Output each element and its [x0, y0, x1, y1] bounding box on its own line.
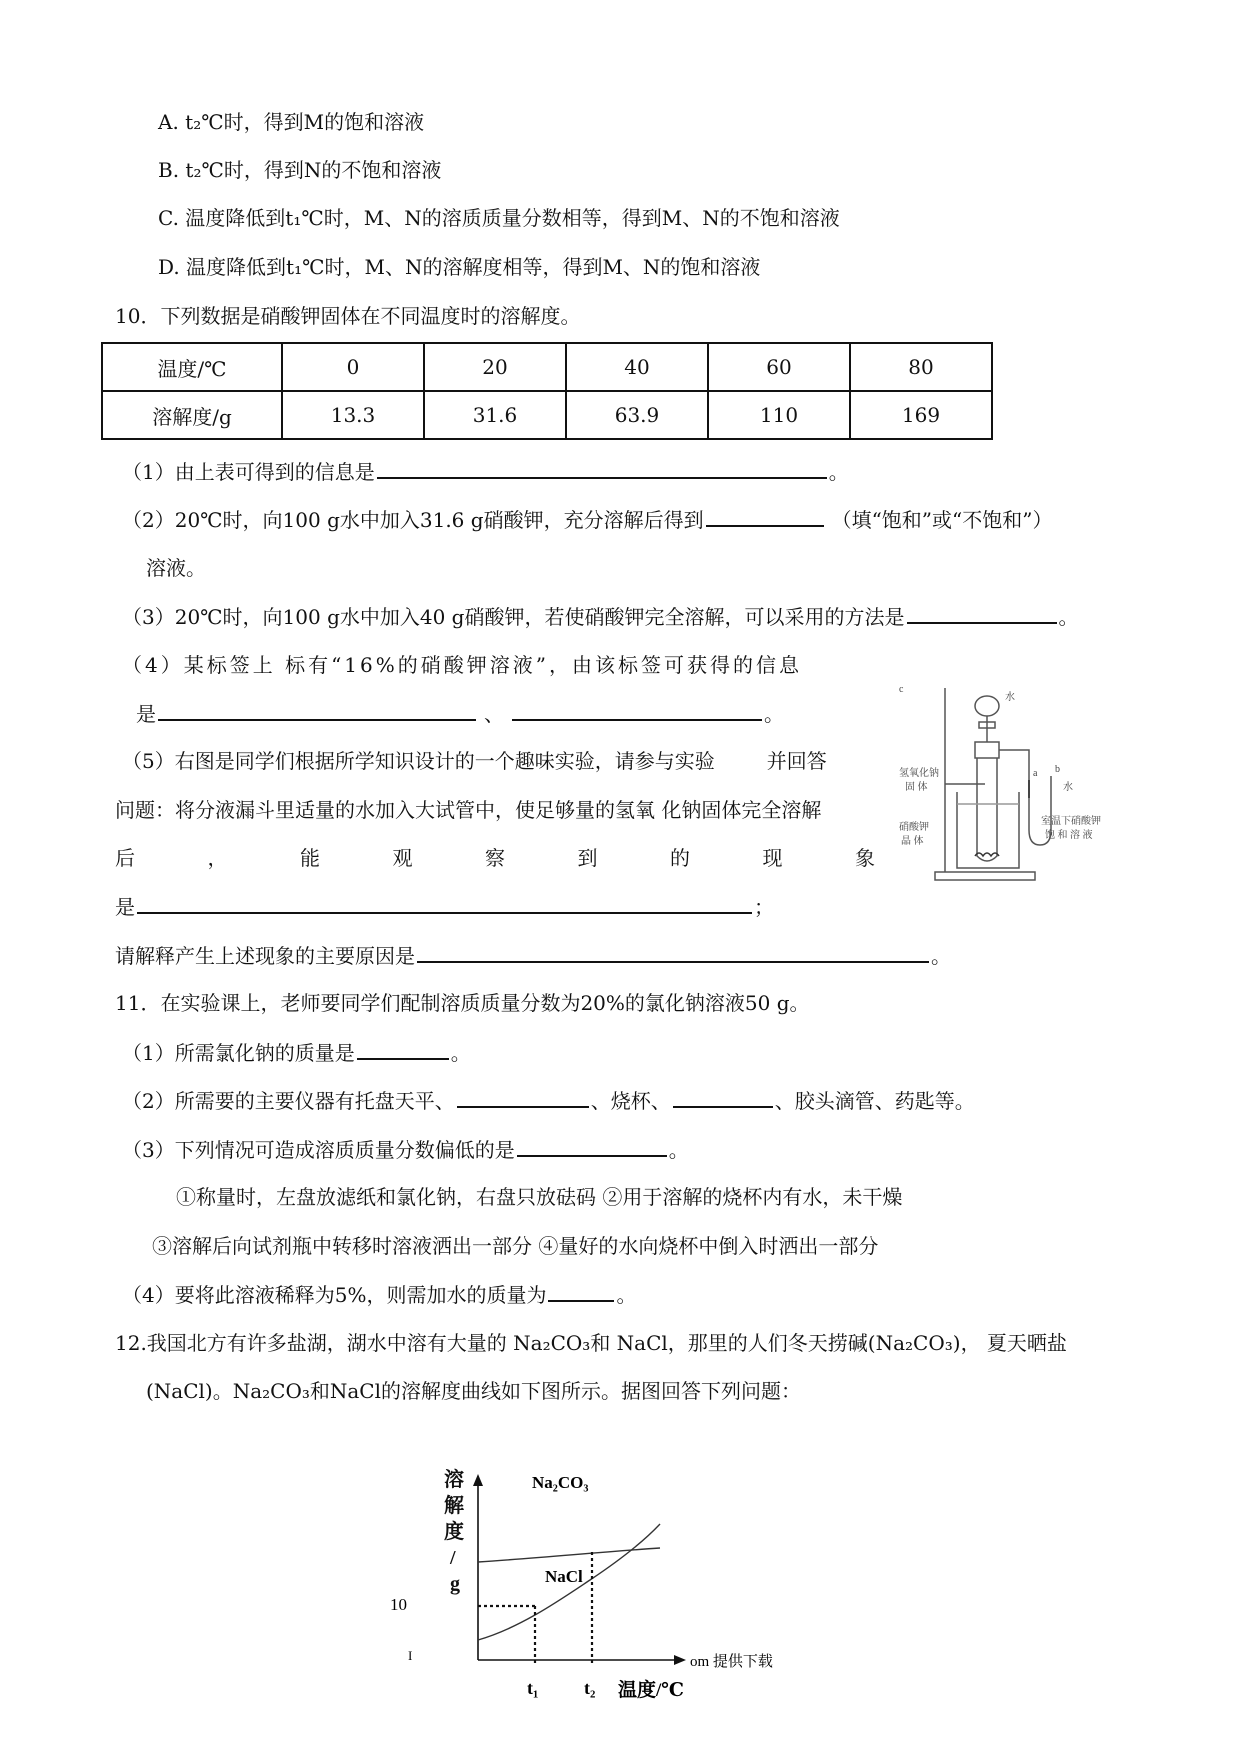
q11-part4	[122, 1280, 636, 1309]
q10-part2-line2: 溶液。	[146, 556, 206, 580]
q10-part4-start: 是	[136, 702, 156, 726]
q10-part5-reason-end: 。	[931, 944, 951, 968]
q10-part5-text-b: 并回答	[766, 749, 827, 773]
na2co3-label: Na₂CO₃	[532, 1473, 589, 1492]
q11-part4-text: （4）要将此溶液稀释为5%，则需加水的质量为	[122, 1283, 547, 1307]
q10-stem: 10．下列数据是硝酸钾固体在不同温度时的溶解度。	[115, 304, 581, 328]
solubility-table	[101, 342, 993, 440]
q10-part5-end: ；	[754, 895, 774, 919]
q10-part3	[122, 602, 1079, 631]
stand-base	[935, 872, 1035, 880]
q12-line1: 12.我国北方有许多盐湖，湖水中溶有大量的 Na₂CO₃和 NaCl，那里的人们冬天捞碱(Na₂CO₃)， 夏天晒盐	[115, 1331, 1067, 1355]
y-tick-10-visible: 10	[390, 1595, 407, 1614]
q10-part5-start: 是	[115, 895, 135, 919]
q10-part4-line2	[136, 699, 784, 728]
table-row	[102, 343, 992, 391]
q10-part5-line2: 问题：将分液漏斗里适量的水加入大试管中，使足够量的氢氧 化钠固体完全溶解	[115, 798, 822, 822]
q11-part2	[122, 1086, 975, 1115]
table-cell: 13.3	[282, 391, 424, 439]
q11-part2-mid1: 、烧杯、	[590, 1089, 671, 1113]
answer-blank[interactable]	[377, 457, 827, 479]
q10-part5-reason: 请解释产生上述现象的主要原因是	[115, 944, 415, 968]
q11-part2-text: （2）所需要的主要仪器有托盘天平、	[122, 1089, 455, 1113]
table-cell: 0	[282, 343, 424, 391]
spread-char: 后	[115, 846, 135, 870]
q10-part4-end: 。	[764, 702, 784, 726]
answer-blank[interactable]	[512, 699, 762, 721]
q9-option-b: B. t₂℃时，得到N的不饱和溶液	[158, 158, 442, 182]
q10-part4: （4）某标签上 标有“16%的硝酸钾溶液”，由该标签可获得的信息	[122, 653, 802, 677]
q10-part1	[122, 457, 849, 486]
label-b: b	[1055, 764, 1060, 775]
answer-blank[interactable]	[137, 892, 752, 914]
separatory-funnel	[975, 696, 999, 716]
q11-options-1-2: ①称量时，左盘放滤纸和氯化钠，右盘只放砝码 ②用于溶解的烧杯内有水，未干燥	[176, 1185, 903, 1209]
label-naoh-1: 氢氧化钠	[899, 768, 939, 779]
x-axis-label: 温度/℃	[618, 1680, 685, 1701]
q10-part1-end: 。	[828, 460, 849, 484]
solubility-chart	[390, 1460, 820, 1714]
q10-part4-sep: 、	[484, 702, 504, 726]
large-test-tube	[977, 758, 997, 861]
nacl-label: NaCl	[545, 1567, 583, 1586]
answer-blank[interactable]	[673, 1086, 773, 1108]
q10-part5-text-a: （5）右图是同学们根据所学知识设计的一个趣味实验，请参与实验	[122, 749, 715, 773]
q9-option-a: A. t₂℃时，得到M的饱和溶液	[158, 110, 425, 134]
answer-blank[interactable]	[158, 699, 476, 721]
apparatus-figure	[895, 680, 1115, 885]
spread-char: 能	[300, 846, 320, 870]
table-cell: 110	[708, 391, 850, 439]
table-cell: 20	[424, 343, 566, 391]
q11-part1	[122, 1038, 471, 1067]
answer-blank[interactable]	[548, 1280, 614, 1302]
spread-char: 察	[485, 846, 505, 870]
label-sat-1: 室温下硝酸钾	[1041, 816, 1101, 827]
answer-blank[interactable]	[457, 1086, 589, 1108]
q11-part3-text: （3）下列情况可造成溶质质量分数偏低的是	[122, 1138, 515, 1162]
q10-part2-tail: （填“饱和”或“不饱和”）	[831, 508, 1053, 532]
q10-part1-text: （1）由上表可得到的信息是	[122, 460, 375, 484]
table-cell: 温度/℃	[102, 343, 282, 391]
q10-part2-text: （2）20℃时，向100 g水中加入31.6 g硝酸钾，充分溶解后得到	[122, 508, 704, 532]
y-label-char: /	[450, 1547, 456, 1569]
q11-part3-end: 。	[668, 1138, 689, 1162]
x-axis-arrow	[674, 1655, 686, 1665]
answer-blank[interactable]	[357, 1038, 449, 1060]
answer-blank[interactable]	[706, 505, 824, 527]
label-kno3-1: 硝酸钾	[899, 822, 929, 833]
stopper	[975, 742, 999, 758]
y-label-char: g	[450, 1573, 460, 1595]
q10-part5-line1	[122, 747, 827, 775]
spread-char: 观	[392, 846, 413, 870]
table-cell: 169	[850, 391, 992, 439]
u-tube	[999, 750, 1051, 845]
y-label-char: 解	[444, 1495, 464, 1517]
q10-part2	[122, 505, 1052, 534]
q11-part4-end: 。	[616, 1283, 637, 1307]
table-cell: 40	[566, 343, 708, 391]
table-cell: 80	[850, 343, 992, 391]
q10-part3-end: 。	[1058, 605, 1079, 629]
download-annotation: om 提供下载	[690, 1654, 773, 1670]
spread-char: ，	[207, 846, 228, 870]
answer-blank[interactable]	[907, 602, 1057, 624]
q10-part5-line3	[115, 844, 875, 872]
table-cell: 31.6	[424, 391, 566, 439]
label-sat-2: 饱 和 溶 液	[1045, 830, 1093, 841]
q11-stem: 11．在实验课上，老师要同学们配制溶质质量分数为20%的氯化钠溶液50 g。	[115, 991, 810, 1015]
label-naoh-2: 固 体	[905, 782, 928, 793]
q10-part5-line5	[115, 941, 951, 970]
y-axis-arrow	[473, 1474, 483, 1486]
table-cell: 溶解度/g	[102, 391, 282, 439]
q11-part3	[122, 1135, 689, 1164]
table-cell: 63.9	[566, 391, 708, 439]
table-cell: 60	[708, 343, 850, 391]
q10-part3-text: （3）20℃时，向100 g水中加入40 g硝酸钾，若使硝酸钾完全溶解，可以采用的方法是	[122, 605, 905, 629]
q11-part1-text: （1）所需氯化钠的质量是	[122, 1041, 355, 1065]
answer-blank[interactable]	[417, 941, 929, 963]
q9-option-c: C. 温度降低到t₁℃时，M、N的溶质质量分数相等，得到M、N的不饱和溶液	[158, 206, 840, 230]
y-label-char: 溶	[444, 1469, 464, 1491]
q10-part5-line4	[115, 892, 774, 921]
nacl-curve	[478, 1548, 660, 1562]
q12-line2: (NaCl)。Na₂CO₃和NaCl的溶解度曲线如下图所示。据图回答下列问题：	[146, 1379, 802, 1403]
tick-mark: I	[408, 1648, 413, 1663]
q11-options-3-4: ③溶解后向试剂瓶中转移时溶液洒出一部分 ④量好的水向烧杯中倒入时洒出一部分	[152, 1234, 879, 1258]
spread-char: 的	[670, 846, 690, 870]
label-c: c	[899, 684, 904, 695]
spread-char: 到	[577, 846, 598, 870]
q9-option-d: D. 温度降低到t₁℃时，M、N的溶解度相等，得到M、N的饱和溶液	[158, 255, 761, 279]
crystals	[975, 853, 999, 856]
x-tick-t1: t₁	[527, 1678, 539, 1698]
x-tick-t2: t₂	[584, 1678, 596, 1698]
answer-blank[interactable]	[517, 1135, 667, 1157]
label-water-right: 水	[1063, 782, 1073, 793]
table-row	[102, 391, 992, 439]
y-label-char: 度	[444, 1521, 464, 1543]
spread-char: 现	[762, 846, 783, 870]
label-kno3-2: 晶 体	[901, 836, 924, 847]
spread-char: 象	[855, 846, 875, 870]
label-water-top: 水	[1005, 692, 1015, 703]
q11-part2-mid2: 、胶头滴管、药匙等。	[774, 1089, 975, 1113]
label-a: a	[1033, 768, 1038, 779]
q11-part1-end: 。	[450, 1041, 471, 1065]
